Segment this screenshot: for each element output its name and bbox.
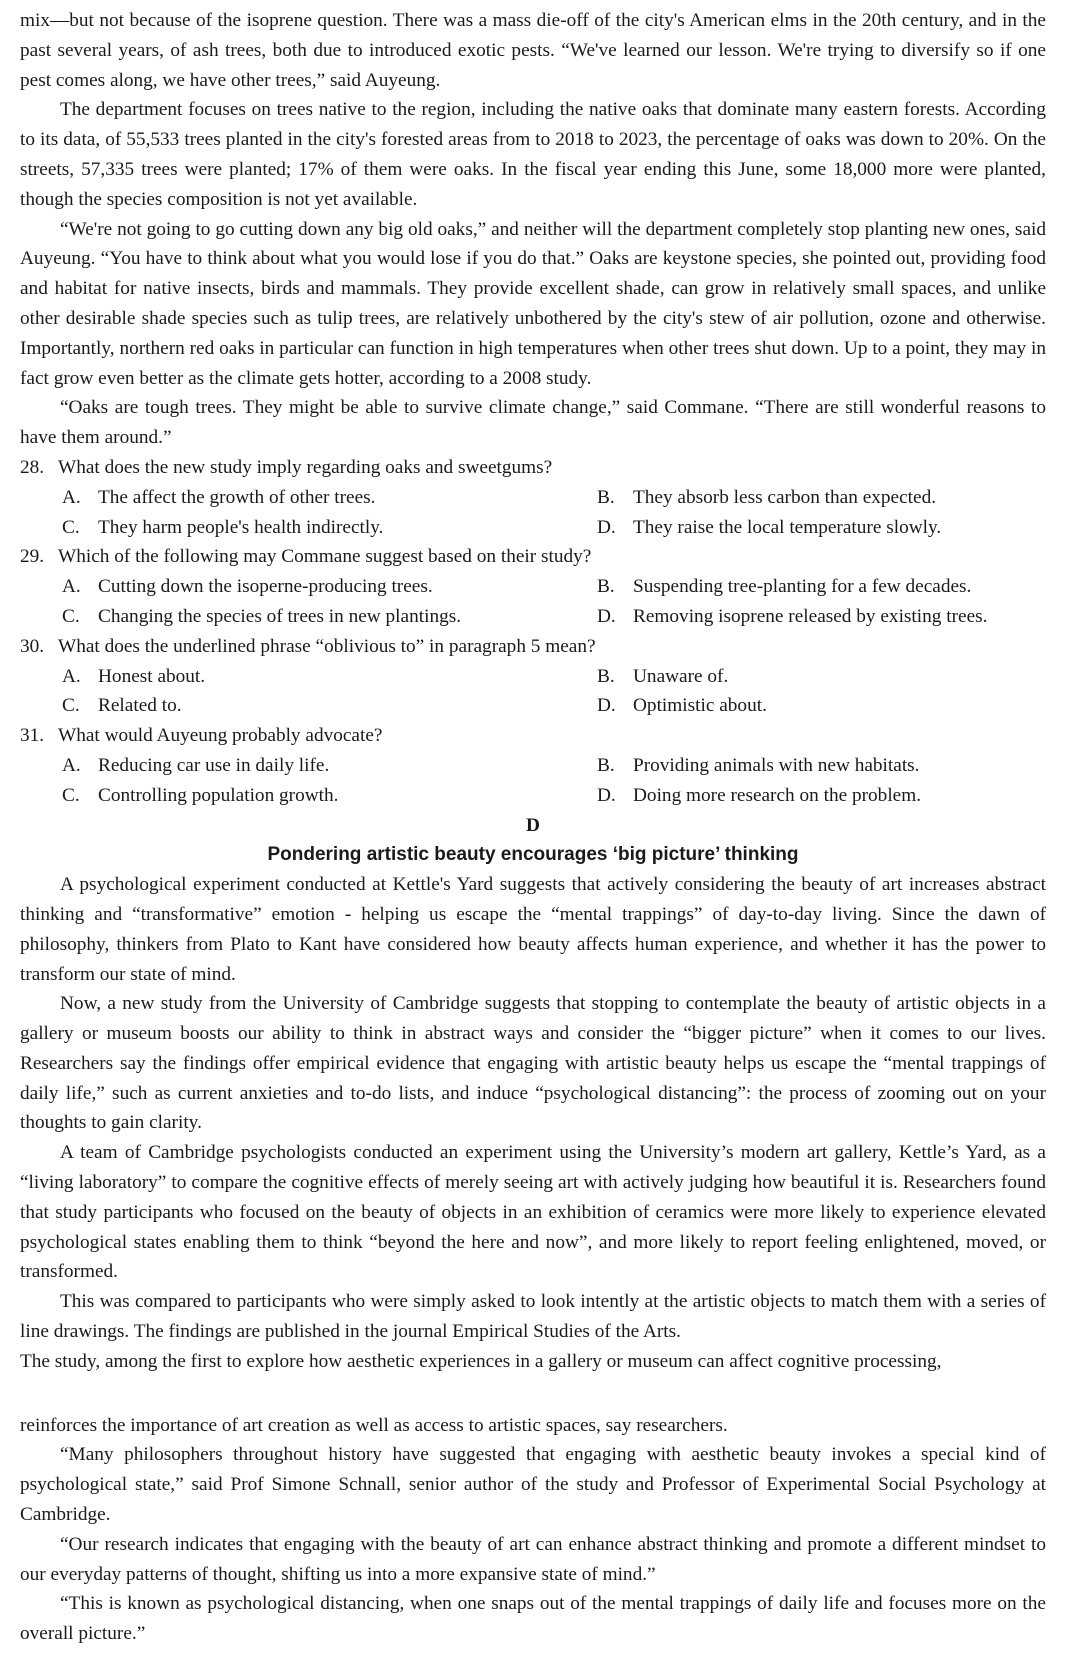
option-letter: C. xyxy=(62,605,80,627)
question-block xyxy=(20,453,1046,811)
option-c[interactable] xyxy=(62,781,597,811)
option-b[interactable] xyxy=(597,662,1046,692)
paragraph: “We're not going to go cutting down any big old oaks,” and neither will the department completely stop planting new ones, said Auyeung. “You have to think about what you would lose if you do that.” Oaks are keystone species, she pointed out, providing food and habitat for native insects, birds and mammals. They provide excellent shade, can grow in relatively small spaces, and unlike other desirable shade species such as tulip trees, are relatively unbothered by the city's stew of air pollution, ozone and otherwise. Importantly, northern red oaks in particular can function in high temperatures when other trees shut down. Up to a point, they may in fact grow even better as the climate gets hotter, according to a 2008 study. xyxy=(20,218,1046,389)
option-text: The affect the growth of other trees. xyxy=(98,486,376,508)
question-stem: Which of the following may Commane suggest based on their study? xyxy=(58,546,592,568)
option-letter: A. xyxy=(62,754,81,776)
option-d[interactable] xyxy=(597,691,1046,721)
option-a[interactable] xyxy=(62,572,597,602)
option-a[interactable] xyxy=(62,483,597,513)
option-c[interactable] xyxy=(62,513,597,543)
passage-d xyxy=(20,870,1046,1649)
option-text: Suspending tree-planting for a few decades. xyxy=(633,576,972,598)
question-29 xyxy=(20,542,1046,631)
option-d[interactable] xyxy=(597,781,1046,811)
option-c[interactable] xyxy=(62,691,597,721)
question-number: 31. xyxy=(20,725,45,747)
option-text: Related to. xyxy=(98,695,182,717)
question-number: 29. xyxy=(20,546,45,568)
question-30 xyxy=(20,632,1046,721)
option-letter: B. xyxy=(597,754,615,776)
question-number: 30. xyxy=(20,635,45,657)
option-text: Optimistic about. xyxy=(633,695,767,717)
option-text: Cutting down the isoperne-producing trees. xyxy=(98,576,433,598)
question-stem: What does the new study imply regarding oaks and sweetgums? xyxy=(58,456,553,478)
paragraph: This was compared to participants who were simply asked to look intently at the artistic objects to match them with a series of line drawings. The findings are published in the journal Empirical Studies of the Arts. xyxy=(20,1291,1046,1343)
passage-c xyxy=(20,6,1046,453)
paragraph: reinforces the importance of art creation as well as access to artistic spaces, say researchers. xyxy=(20,1414,728,1436)
option-text: Unaware of. xyxy=(633,665,729,687)
paragraph: mix—but not because of the isoprene question. There was a mass die-off of the city's American elms in the 20th century, and in the past several years, of ash trees, both due to introduced exotic pests. “We've learned our lesson. We're trying to diversify so if one pest comes along, we have other trees,” said Auyeung. xyxy=(20,10,1046,91)
option-letter: B. xyxy=(597,665,615,687)
paragraph: Now, a new study from the University of Cambridge suggests that stopping to contemplate the beauty of artistic objects in a gallery or museum boosts our ability to think in abstract ways and consider the “bigger picture” when it comes to our lives. Researchers say the findings offer empirical evidence that engaging with artistic beauty helps us escape the “mental trappings of daily life,” such as current anxieties and to-do lists, and induce “psychological distancing”: the process of zooming out on your thoughts to gain clarity. xyxy=(20,993,1046,1134)
option-letter: C. xyxy=(62,784,80,806)
question-stem: What does the underlined phrase “oblivious to” in paragraph 5 mean? xyxy=(58,635,596,657)
option-text: They absorb less carbon than expected. xyxy=(633,486,937,508)
paragraph: “This is known as psychological distancing, when one snaps out of the mental trappings of daily life and focuses more on the overall picture.” xyxy=(20,1593,1046,1645)
option-letter: A. xyxy=(62,486,81,508)
option-text: Removing isoprene released by existing trees. xyxy=(633,605,988,627)
section-label: D xyxy=(526,814,540,836)
page-gap xyxy=(20,1377,1046,1411)
option-letter: C. xyxy=(62,516,80,538)
option-text: Controlling population growth. xyxy=(98,784,339,806)
option-letter: D. xyxy=(597,516,616,538)
question-number: 28. xyxy=(20,456,45,478)
option-d[interactable] xyxy=(597,602,1046,632)
option-letter: D. xyxy=(597,695,616,717)
option-b[interactable] xyxy=(597,572,1046,602)
option-d[interactable] xyxy=(597,513,1046,543)
question-stem: What would Auyeung probably advocate? xyxy=(58,725,383,747)
option-letter: D. xyxy=(597,784,616,806)
option-letter: D. xyxy=(597,605,616,627)
option-text: They harm people's health indirectly. xyxy=(98,516,384,538)
paragraph: “Our research indicates that engaging with the beauty of art can enhance abstract thinking and promote a different mindset to our everyday patterns of thought, shifting us into a more expansive state of mind.” xyxy=(20,1533,1046,1585)
option-text: Honest about. xyxy=(98,665,206,687)
option-text: Changing the species of trees in new plantings. xyxy=(98,605,462,627)
option-text: Reducing car use in daily life. xyxy=(98,754,330,776)
option-b[interactable] xyxy=(597,483,1046,513)
passage-title: Pondering artistic beauty encourages ‘big picture’ thinking xyxy=(267,844,799,866)
option-letter: A. xyxy=(62,576,81,598)
paragraph: The study, among the first to explore how aesthetic experiences in a gallery or museum can affect cognitive processing, xyxy=(20,1350,942,1372)
option-text: Doing more research on the problem. xyxy=(633,784,922,806)
option-c[interactable] xyxy=(62,602,597,632)
question-31 xyxy=(20,721,1046,810)
option-a[interactable] xyxy=(62,751,597,781)
paragraph: “Many philosophers throughout history have suggested that engaging with aesthetic beauty invokes a special kind of psychological state,” said Prof Simone Schnall, senior author of the study and Professor of Experimental Social Psychology at Cambridge. xyxy=(20,1444,1046,1526)
option-a[interactable] xyxy=(62,662,597,692)
option-letter: C. xyxy=(62,695,80,717)
option-letter: A. xyxy=(62,665,81,687)
paragraph: A team of Cambridge psychologists conducted an experiment using the University’s modern art gallery, Kettle’s Yard, as a “living laboratory” to compare the cognitive effects of merely seeing art with actively judging how beautiful it is. Researchers found that study participants who focused on the beauty of objects in an exhibition of ceramics were more likely to experience elevated psychological states enabling them to think “beyond the here and now”, and more likely to report feeling enlightened, moved, or transformed. xyxy=(20,1142,1046,1283)
paragraph: “Oaks are tough trees. They might be able to survive climate change,” said Commane. “There are still wonderful reasons to have them around.” xyxy=(20,397,1046,449)
paragraph: A psychological experiment conducted at Kettle's Yard suggests that actively considering the beauty of art increases abstract thinking and “transformative” emotion - helping us escape the “mental trappings” of day-to-day living. Since the dawn of philosophy, thinkers from Plato to Kant have considered how beauty affects human experience, and whether it has the power to transform our state of mind. xyxy=(20,874,1046,985)
option-letter: B. xyxy=(597,576,615,598)
option-text: They raise the local temperature slowly. xyxy=(633,516,942,538)
paragraph: The department focuses on trees native to the region, including the native oaks that dominate many eastern forests. According to its data, of 55,533 trees planted in the city's forested areas from to 2018 to 2023, the percentage of oaks was down to 20%. On the streets, 57,335 trees were planted; 17% of them were oaks. In the fiscal year ending this June, some 18,000 more were planted, though the species composition is not yet available. xyxy=(20,99,1046,210)
option-b[interactable] xyxy=(597,751,1046,781)
question-28 xyxy=(20,453,1046,542)
option-letter: B. xyxy=(597,486,615,508)
option-text: Providing animals with new habitats. xyxy=(633,754,920,776)
